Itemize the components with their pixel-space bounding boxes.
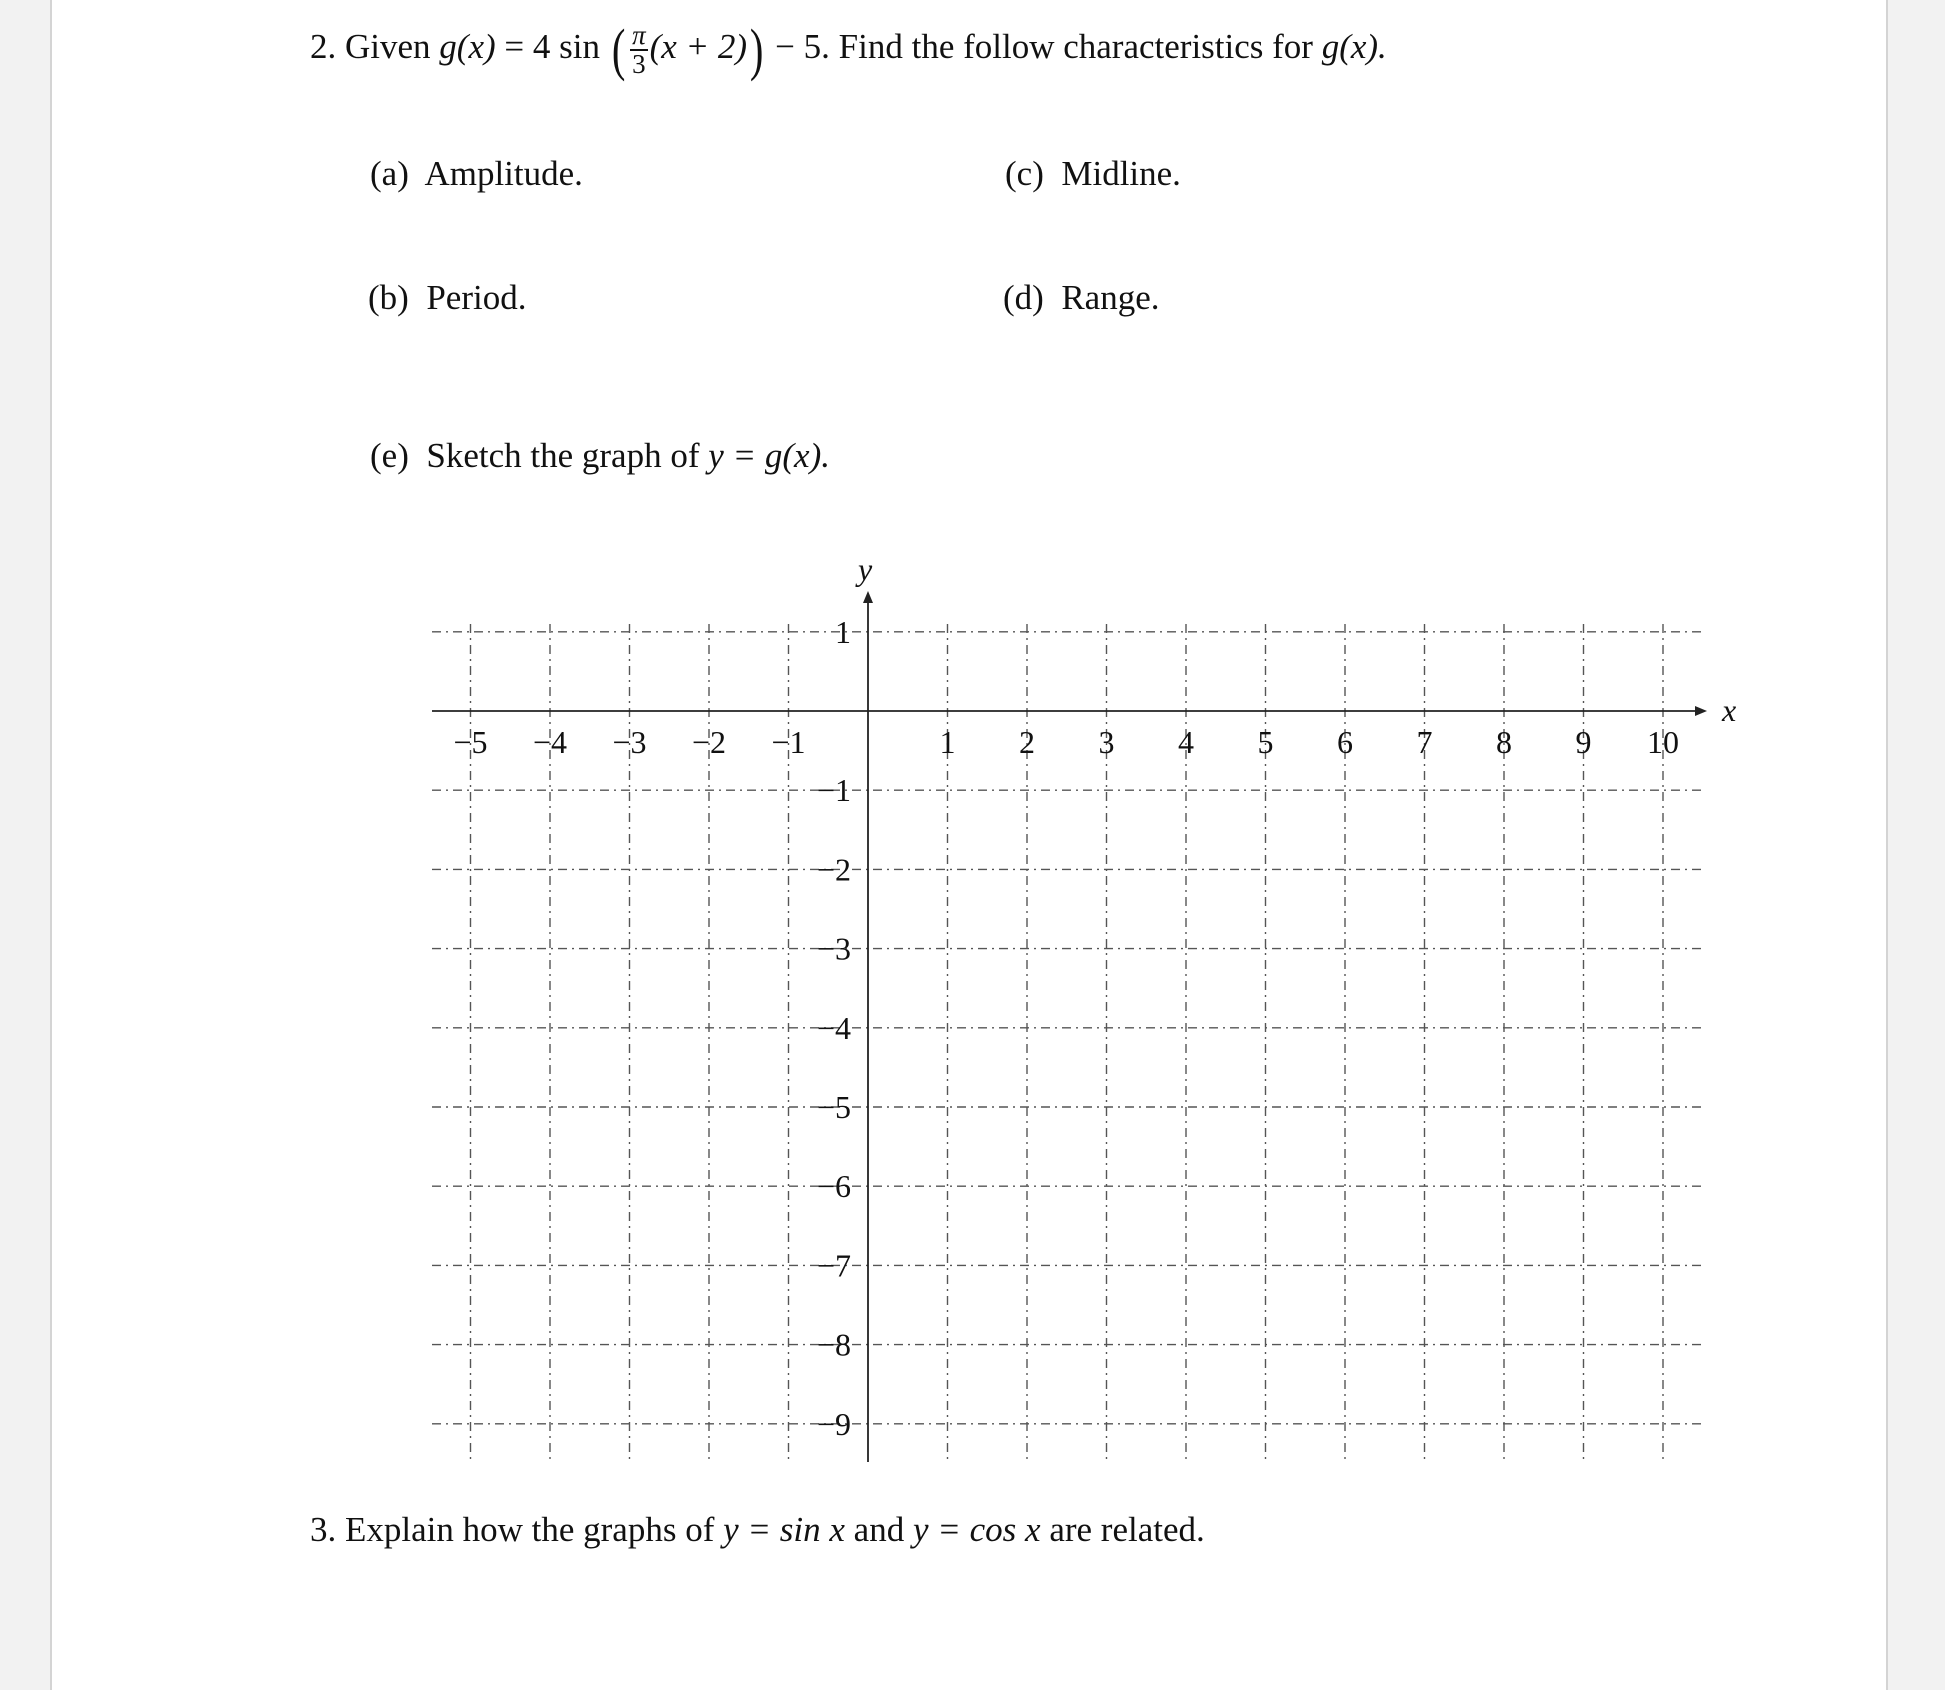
axes [432, 591, 1707, 1462]
problem-3-math2: y = cos x [912, 1510, 1041, 1549]
part-a-text: Amplitude. [424, 154, 583, 193]
problem-3-number: 3. [310, 1510, 337, 1549]
part-e-label: (e) [370, 436, 409, 475]
x-tick-label: −4 [532, 724, 568, 760]
y-tick-label: −8 [816, 1326, 851, 1363]
x-axis-arrow [1695, 706, 1707, 716]
part-d-label: (d) [1003, 278, 1044, 317]
part-e-text: Sketch the graph of [426, 436, 700, 475]
part-b-label: (b) [368, 278, 409, 317]
problem-3-text2: are related. [1049, 1510, 1205, 1549]
inner-expression: (x + 2) [649, 27, 748, 67]
x-tick-label: −3 [612, 724, 647, 760]
left-paren: ( [611, 16, 626, 82]
x-tick-label: 2 [1019, 724, 1035, 760]
problem-number: 2. [310, 27, 337, 67]
x-tick-label: −1 [771, 724, 806, 760]
problem-3-and: and [853, 1510, 905, 1549]
find-text: Find the follow characteristics for [838, 27, 1313, 67]
x-tick-label: 7 [1416, 724, 1433, 760]
right-paren: ) [749, 16, 764, 82]
part-d-text: Range. [1061, 278, 1160, 317]
y-tick-label: −2 [816, 851, 851, 888]
y-tick-label: −9 [816, 1405, 851, 1442]
part-e-math: y = g(x). [708, 436, 830, 475]
y-axis-label: y [858, 551, 873, 587]
x-tick-label: 5 [1257, 724, 1274, 760]
x-tick-label: −2 [691, 724, 727, 760]
problem-3-statement [310, 1510, 1205, 1550]
tick-labels [453, 551, 1736, 1442]
x-tick-label: 10 [1647, 724, 1679, 760]
x-tick-label: 6 [1337, 724, 1353, 760]
fraction-denominator: 3 [630, 49, 648, 78]
function-name: g(x) [439, 27, 496, 67]
fraction-numerator: π [632, 20, 646, 50]
part-c-label: (c) [1005, 154, 1044, 193]
x-tick-label: 8 [1496, 724, 1512, 760]
given-word: Given [345, 27, 431, 67]
y-axis-arrow [863, 591, 873, 603]
equals-text: = 4 sin [504, 27, 600, 67]
part-a-label: (a) [370, 154, 409, 193]
part-c-text: Midline. [1061, 154, 1181, 193]
x-tick-label: 9 [1575, 724, 1592, 760]
y-tick-label: −7 [816, 1247, 851, 1284]
x-tick-label: 3 [1098, 724, 1115, 760]
x-axis-label: x [1722, 692, 1737, 728]
x-tick-label: 4 [1178, 724, 1194, 760]
vertical-shift: − 5. [775, 27, 830, 67]
y-tick-label: 1 [835, 613, 851, 650]
y-tick-label: −6 [816, 1168, 851, 1205]
problem-3-math1: y = sin x [723, 1510, 845, 1549]
x-tick-label: −5 [453, 724, 488, 760]
part-b-text: Period. [426, 278, 527, 317]
y-tick-label: −5 [816, 1089, 851, 1125]
y-tick-label: −3 [816, 930, 851, 967]
find-function: g(x). [1321, 27, 1387, 67]
x-tick-label: 1 [939, 724, 956, 760]
y-tick-label: −4 [816, 1009, 851, 1046]
problem-3-text1: Explain how the graphs of [345, 1510, 715, 1549]
y-tick-label: −1 [816, 772, 851, 809]
